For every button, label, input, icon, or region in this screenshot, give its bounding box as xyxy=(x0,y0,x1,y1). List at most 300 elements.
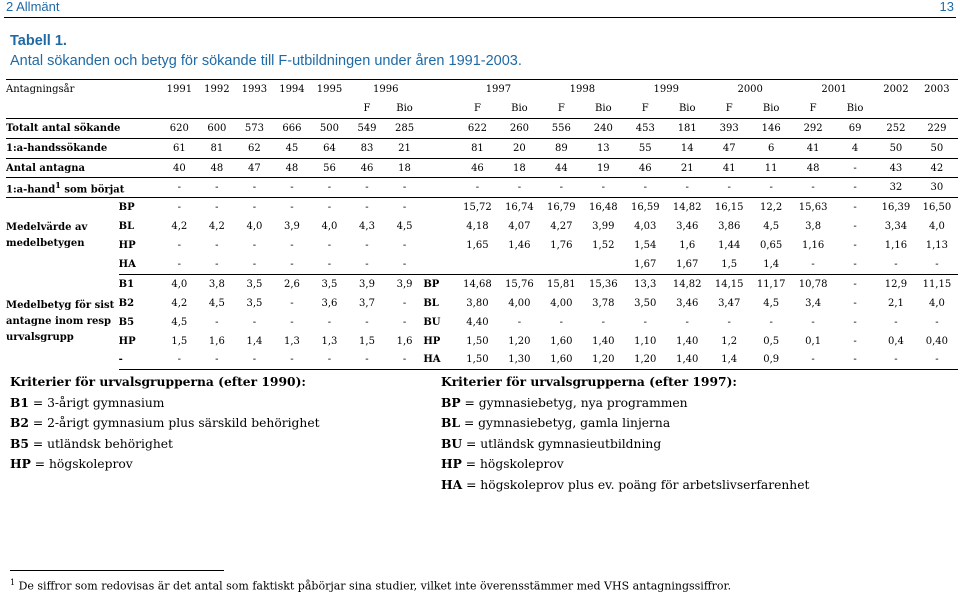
table-cell: - xyxy=(327,240,332,252)
table-cell: 6 xyxy=(750,138,792,158)
row-code-2: BL xyxy=(423,297,439,309)
row-label-text: Totalt antal sökande xyxy=(6,122,121,134)
header-years-row xyxy=(6,80,958,99)
table-cell: - xyxy=(327,316,332,328)
table-cell: - xyxy=(348,255,386,274)
table-cell: 1,13 xyxy=(925,240,949,252)
table-cell xyxy=(498,255,540,274)
table-cell: 4,18 xyxy=(466,221,489,233)
table-cell: 11,17 xyxy=(756,278,786,290)
table-cell: - xyxy=(290,297,294,309)
criteria-code: B5 xyxy=(10,435,29,451)
table-cell: - xyxy=(834,178,876,198)
criteria-text: = utländsk gymnasieutbildning xyxy=(462,436,662,451)
table-cell: 3,46 xyxy=(676,221,699,233)
table-cell: 46 xyxy=(456,158,498,178)
table-cell: 11 xyxy=(750,158,792,178)
table-cell: - xyxy=(834,350,876,369)
table-cell: - xyxy=(935,316,939,328)
table-cell: 549 xyxy=(348,118,386,138)
table-cell: - xyxy=(365,316,369,328)
criteria-item xyxy=(441,475,809,496)
table-cell: 46 xyxy=(348,158,386,178)
table-cell: 3,99 xyxy=(592,221,615,233)
table-cell: 1,4 xyxy=(708,350,750,369)
table-cell: 1,60 xyxy=(540,350,582,369)
page-header-section: 2 Allmänt xyxy=(6,0,60,14)
table-cell: - xyxy=(311,350,349,369)
table-cell: - xyxy=(327,202,332,214)
table-cell: 56 xyxy=(311,158,349,178)
table-cell: 1,10 xyxy=(634,335,657,347)
table-cell: - xyxy=(402,297,407,309)
table-cell: - xyxy=(685,316,689,328)
statistics-table xyxy=(6,79,958,370)
table-cell: 15,36 xyxy=(588,278,618,290)
header-year: 1999 xyxy=(624,80,708,99)
table-cell: - xyxy=(853,278,857,290)
table-cell: 11,15 xyxy=(922,278,952,290)
table-cell: 3,47 xyxy=(718,297,741,309)
table-cell: 15,76 xyxy=(505,278,534,290)
header-year: 2000 xyxy=(708,80,792,99)
table-cell: 146 xyxy=(750,118,792,138)
table-cell: 15,81 xyxy=(547,278,576,290)
table-cell: - xyxy=(177,202,182,214)
criteria-code: HA xyxy=(441,476,463,492)
table-cell: 13,3 xyxy=(634,278,657,290)
row-label xyxy=(6,138,161,158)
criteria-text: = gymnasiebetyg, gamla linjerna xyxy=(460,416,671,431)
row-code: HP xyxy=(118,240,136,252)
table-cell: - xyxy=(252,240,257,252)
table-cell: 32 xyxy=(876,178,916,198)
table-cell: - xyxy=(876,350,916,369)
row-code: B1 xyxy=(118,278,135,290)
table-cell: 4,2 xyxy=(208,221,225,233)
table-cell: - xyxy=(666,178,708,198)
table-cell: - xyxy=(236,350,274,369)
table-subtitle: Antal sökanden och betyg för sökande till F-utbildningen under åren 1991-2003. xyxy=(10,53,522,69)
table-cell: 285 xyxy=(386,118,424,138)
table-cell: 19 xyxy=(582,158,624,178)
table-cell: - xyxy=(198,255,236,274)
row-label-text: Antal antagna xyxy=(6,162,85,174)
header-year: 1996 xyxy=(348,80,423,99)
table-cell: 14 xyxy=(666,138,708,158)
header-year: 1992 xyxy=(198,80,236,99)
table-cell: 4,0 xyxy=(928,297,945,309)
table-cell: 55 xyxy=(624,138,666,158)
empty-cell xyxy=(6,99,161,118)
table-cell: - xyxy=(916,350,958,369)
empty-cell xyxy=(236,99,274,118)
criteria-text: = högskoleprov xyxy=(30,457,133,472)
table-cell: - xyxy=(348,350,386,369)
table-cell: 3,86 xyxy=(718,221,741,233)
table-row xyxy=(6,332,958,351)
table-cell: - xyxy=(236,255,274,274)
criteria-code: HP xyxy=(10,456,31,472)
table-cell: 4,03 xyxy=(634,221,657,233)
table-cell: - xyxy=(273,255,311,274)
table-cell: - xyxy=(236,178,274,198)
table-cell: - xyxy=(876,255,916,274)
table-cell: - xyxy=(853,202,857,214)
header-sub-bio: Bio xyxy=(750,99,792,118)
criteria-1990 xyxy=(10,372,320,475)
table-cell: - xyxy=(402,202,407,214)
table-cell: - xyxy=(853,297,857,309)
table-cell: 21 xyxy=(666,158,708,178)
table-cell: 16,48 xyxy=(588,202,618,214)
table-cell: 47 xyxy=(236,158,274,178)
row-label-tail: som börjat xyxy=(60,184,125,196)
table-cell: 14,15 xyxy=(714,278,744,290)
header-sub-bio: Bio xyxy=(834,99,876,118)
header-year: 1991 xyxy=(161,80,199,99)
table-row xyxy=(6,313,958,332)
table-cell: - xyxy=(311,178,349,198)
table-cell: 229 xyxy=(916,118,958,138)
header-sub-bio: Bio xyxy=(582,99,624,118)
table-cell: 4,0 xyxy=(171,278,188,290)
table-cell: - xyxy=(853,221,857,233)
table-cell: 3,8 xyxy=(208,278,225,290)
empty-cell xyxy=(876,99,916,118)
row-code-2: HA xyxy=(423,350,456,369)
header-rule xyxy=(4,17,956,18)
row-code: HP xyxy=(118,335,136,347)
table-cell: 81 xyxy=(456,138,498,158)
row-code: B2 xyxy=(118,297,135,309)
table-cell: - xyxy=(386,255,424,274)
table-cell: - xyxy=(643,316,647,328)
table-cell: - xyxy=(348,178,386,198)
header-year: 2001 xyxy=(792,80,876,99)
table-cell: 1,20 xyxy=(508,335,531,347)
table-cell: - xyxy=(498,178,540,198)
criteria-text: = gymnasiebetyg, nya programmen xyxy=(460,395,688,410)
header-sub-f: F xyxy=(540,99,582,118)
table-cell: 1,16 xyxy=(801,240,825,252)
table-cell: 3,4 xyxy=(805,297,822,309)
table-cell: 1,6 xyxy=(396,335,413,347)
table-cell: - xyxy=(215,202,219,214)
table-cell: 47 xyxy=(708,138,750,158)
table-cell: - xyxy=(582,178,624,198)
header-label: Antagningsår xyxy=(6,80,161,99)
header-year: 1995 xyxy=(311,80,349,99)
table-cell: - xyxy=(386,350,424,369)
table-cell xyxy=(423,158,456,178)
table-cell: - xyxy=(624,178,666,198)
table-cell: 16,74 xyxy=(505,202,534,214)
table-cell: 292 xyxy=(792,118,834,138)
table-cell: 3,5 xyxy=(321,278,338,290)
criteria-1997-heading: Kriterier för urvalsgrupperna (efter 1997): xyxy=(441,374,737,389)
table-cell: 2,1 xyxy=(887,297,904,309)
table-cell: - xyxy=(517,316,522,328)
header-year: 2002 xyxy=(876,80,916,99)
table-cell: 48 xyxy=(198,158,236,178)
criteria-1990-heading: Kriterier för urvalsgrupperna (efter 1990): xyxy=(10,374,306,389)
table-cell: 181 xyxy=(666,118,708,138)
table-cell: 4,0 xyxy=(928,221,945,233)
table-cell: 0,4 xyxy=(887,335,904,347)
table-cell xyxy=(456,255,498,274)
criteria-item xyxy=(441,413,809,434)
criteria-item xyxy=(10,393,320,414)
row-code: BP xyxy=(118,202,135,214)
table-cell: 4,27 xyxy=(550,221,573,233)
table-cell: 1,6 xyxy=(208,335,225,347)
table-cell: 1,30 xyxy=(498,350,540,369)
table-cell: 1,67 xyxy=(666,255,708,274)
empty-cell xyxy=(161,99,199,118)
table-cell: - xyxy=(252,202,257,214)
header-year: 1994 xyxy=(273,80,311,99)
table-cell: 14,68 xyxy=(463,278,492,290)
header-sub-bio: Bio xyxy=(386,99,424,118)
table-cell: 666 xyxy=(273,118,311,138)
table-cell xyxy=(423,255,456,274)
criteria-code: BP xyxy=(441,394,461,410)
table-cell: 21 xyxy=(386,138,424,158)
table-row xyxy=(6,255,958,274)
table-cell: 1,76 xyxy=(550,240,573,252)
table-cell: 4,5 xyxy=(763,297,780,309)
table-cell: 10,78 xyxy=(798,278,828,290)
empty-cell xyxy=(273,99,311,118)
criteria-code: HP xyxy=(441,456,462,472)
table-cell: 16,59 xyxy=(630,202,660,214)
table-cell: 600 xyxy=(198,118,236,138)
table-cell: - xyxy=(769,316,773,328)
table-row xyxy=(6,198,958,217)
empty-cell xyxy=(916,99,958,118)
criteria-text: = utländsk behörighet xyxy=(28,436,173,451)
table-cell: - xyxy=(834,255,876,274)
footnote-rule xyxy=(10,570,224,571)
spacer-cell xyxy=(423,99,456,118)
table-cell: 89 xyxy=(540,138,582,158)
criteria-item xyxy=(10,454,320,475)
table-cell: 64 xyxy=(311,138,349,158)
table-cell: 556 xyxy=(540,118,582,138)
table-cell: 50 xyxy=(916,138,958,158)
table-cell: - xyxy=(708,178,750,198)
criteria-item xyxy=(10,434,320,455)
table-cell: 1,65 xyxy=(466,240,489,252)
table-cell xyxy=(423,198,456,217)
table-cell: 2,6 xyxy=(283,278,300,290)
row-label xyxy=(6,118,161,138)
table-cell: 1,54 xyxy=(634,240,657,252)
table-row xyxy=(6,158,958,178)
table-cell: - xyxy=(161,350,199,369)
table-cell xyxy=(423,236,456,255)
table-cell: 13 xyxy=(582,138,624,158)
table-cell: 1,50 xyxy=(456,350,498,369)
header-sub-f: F xyxy=(708,99,750,118)
table-cell: - xyxy=(177,240,182,252)
table-cell xyxy=(423,217,456,236)
table-cell: 15,72 xyxy=(463,202,492,214)
criteria-item xyxy=(441,454,809,475)
footnote-mark: 1 xyxy=(10,578,16,587)
table-cell: 3,9 xyxy=(283,221,300,233)
group-label-medelvarde: Medelvärde av medelbetygen xyxy=(6,222,88,250)
table-cell: - xyxy=(311,255,349,274)
table-cell: 4,3 xyxy=(359,221,375,233)
table-cell: 1,46 xyxy=(508,240,531,252)
table-cell: - xyxy=(601,316,605,328)
footnote-text: De siffror som redovisas är det antal som faktiskt påbörjar sina studier, vilket inte överensstämmer med VHS antagningssiffror. xyxy=(15,579,732,593)
page-number: 13 xyxy=(939,0,954,14)
table-cell: 30 xyxy=(916,178,958,198)
row-code-2: HP xyxy=(423,335,441,347)
table-row xyxy=(6,217,958,236)
table-cell: 42 xyxy=(916,158,958,178)
criteria-code: B1 xyxy=(10,394,29,410)
row-code-2: BP xyxy=(423,278,440,290)
table-cell xyxy=(423,178,456,198)
table-cell: - xyxy=(252,316,257,328)
criteria-1997 xyxy=(441,372,809,496)
table-cell: - xyxy=(198,178,236,198)
table-cell: 0,40 xyxy=(925,335,949,347)
table-cell: 3,78 xyxy=(592,297,615,309)
table-cell: 4,07 xyxy=(508,221,531,233)
table-cell: 573 xyxy=(236,118,274,138)
footnote-ref: 1 xyxy=(55,180,61,191)
table-cell: 0,9 xyxy=(750,350,792,369)
table-cell: 4,0 xyxy=(321,221,338,233)
criteria-text: = högskoleprov xyxy=(461,457,564,472)
table-cell: - xyxy=(456,178,498,198)
table-cell: 3,80 xyxy=(466,297,489,309)
table-cell: 4,00 xyxy=(550,297,573,309)
table-cell: 3,5 xyxy=(246,278,263,290)
table-cell: - xyxy=(894,316,898,328)
table-cell: - xyxy=(273,350,311,369)
table-row xyxy=(6,138,958,158)
table-cell: 1,3 xyxy=(283,335,300,347)
table-cell: - xyxy=(290,240,294,252)
criteria-code: BU xyxy=(441,435,463,451)
row-code: - xyxy=(119,350,161,369)
row-label xyxy=(6,178,161,198)
table-cell: 12,2 xyxy=(760,202,783,214)
header-year: 1993 xyxy=(236,80,274,99)
table-cell: 41 xyxy=(792,138,834,158)
table-row xyxy=(6,178,958,198)
table-cell: - xyxy=(161,178,199,198)
header-sub-f: F xyxy=(792,99,834,118)
header-sub-f: F xyxy=(456,99,498,118)
table-cell: 45 xyxy=(273,138,311,158)
table-cell: 3,8 xyxy=(805,221,822,233)
table-cell: 1,2 xyxy=(721,335,738,347)
table-cell: 260 xyxy=(498,118,540,138)
table-cell: - xyxy=(290,202,294,214)
table-cell: 1,40 xyxy=(592,335,615,347)
table-cell: - xyxy=(290,316,294,328)
table-cell: 240 xyxy=(582,118,624,138)
empty-cell xyxy=(198,99,236,118)
table-cell: - xyxy=(386,178,424,198)
table-cell: 3,6 xyxy=(321,297,338,309)
table-cell: 44 xyxy=(540,158,582,178)
table-cell: 1,4 xyxy=(750,255,792,274)
table-cell: 18 xyxy=(498,158,540,178)
table-cell: 4,5 xyxy=(763,221,780,233)
table-cell: - xyxy=(365,202,369,214)
table-cell: 14,82 xyxy=(672,202,702,214)
table-cell: 16,15 xyxy=(714,202,744,214)
table-cell: - xyxy=(273,178,311,198)
table-row xyxy=(6,118,958,138)
row-code-2: BU xyxy=(423,316,441,328)
row-label xyxy=(6,158,161,178)
table-cell: - xyxy=(811,316,815,328)
criteria-code: BL xyxy=(441,415,461,431)
table-cell: 500 xyxy=(311,118,349,138)
table-cell: 40 xyxy=(161,158,199,178)
table-cell: - xyxy=(402,316,407,328)
table-cell: 16,39 xyxy=(881,202,911,214)
criteria-text: = högskoleprov plus ev. poäng för arbetslivserfarenhet xyxy=(462,477,810,492)
empty-cell xyxy=(311,99,349,118)
table-cell: 0,65 xyxy=(760,240,783,252)
row-code: B5 xyxy=(118,316,135,328)
table-cell: 1,20 xyxy=(582,350,624,369)
table-cell: 0,5 xyxy=(763,335,780,347)
table-cell: - xyxy=(161,255,199,274)
table-cell: 16,50 xyxy=(922,202,952,214)
table-row xyxy=(6,294,958,313)
criteria-item xyxy=(441,434,809,455)
table-cell: - xyxy=(215,240,219,252)
table-cell: 4,00 xyxy=(508,297,531,309)
row-label-text: 1:a-hand xyxy=(6,184,56,196)
criteria-text: = 2-årigt gymnasium plus särskild behörighet xyxy=(28,416,320,431)
table-cell: 69 xyxy=(834,118,876,138)
table-cell: 1,60 xyxy=(550,335,573,347)
table-cell: 41 xyxy=(708,158,750,178)
table-cell: 453 xyxy=(624,118,666,138)
table-cell: 1,52 xyxy=(592,240,615,252)
header-year: 2003 xyxy=(916,80,958,99)
table-cell: 252 xyxy=(876,118,916,138)
row-label-text: 1:a-handssökande xyxy=(6,142,108,154)
table-cell: 18 xyxy=(386,158,424,178)
table-cell: - xyxy=(853,335,857,347)
criteria-item xyxy=(441,393,809,414)
table-cell: - xyxy=(792,255,834,274)
table-cell xyxy=(423,118,456,138)
table-cell: 4,40 xyxy=(466,316,489,328)
table-cell: 1,50 xyxy=(466,335,489,347)
header-year: 1998 xyxy=(540,80,624,99)
table-cell: - xyxy=(750,178,792,198)
table-cell: - xyxy=(215,316,219,328)
table-cell: 3,9 xyxy=(359,278,375,290)
table-row xyxy=(6,350,958,369)
spacer-cell xyxy=(423,80,456,99)
row-code: HA xyxy=(119,255,161,274)
